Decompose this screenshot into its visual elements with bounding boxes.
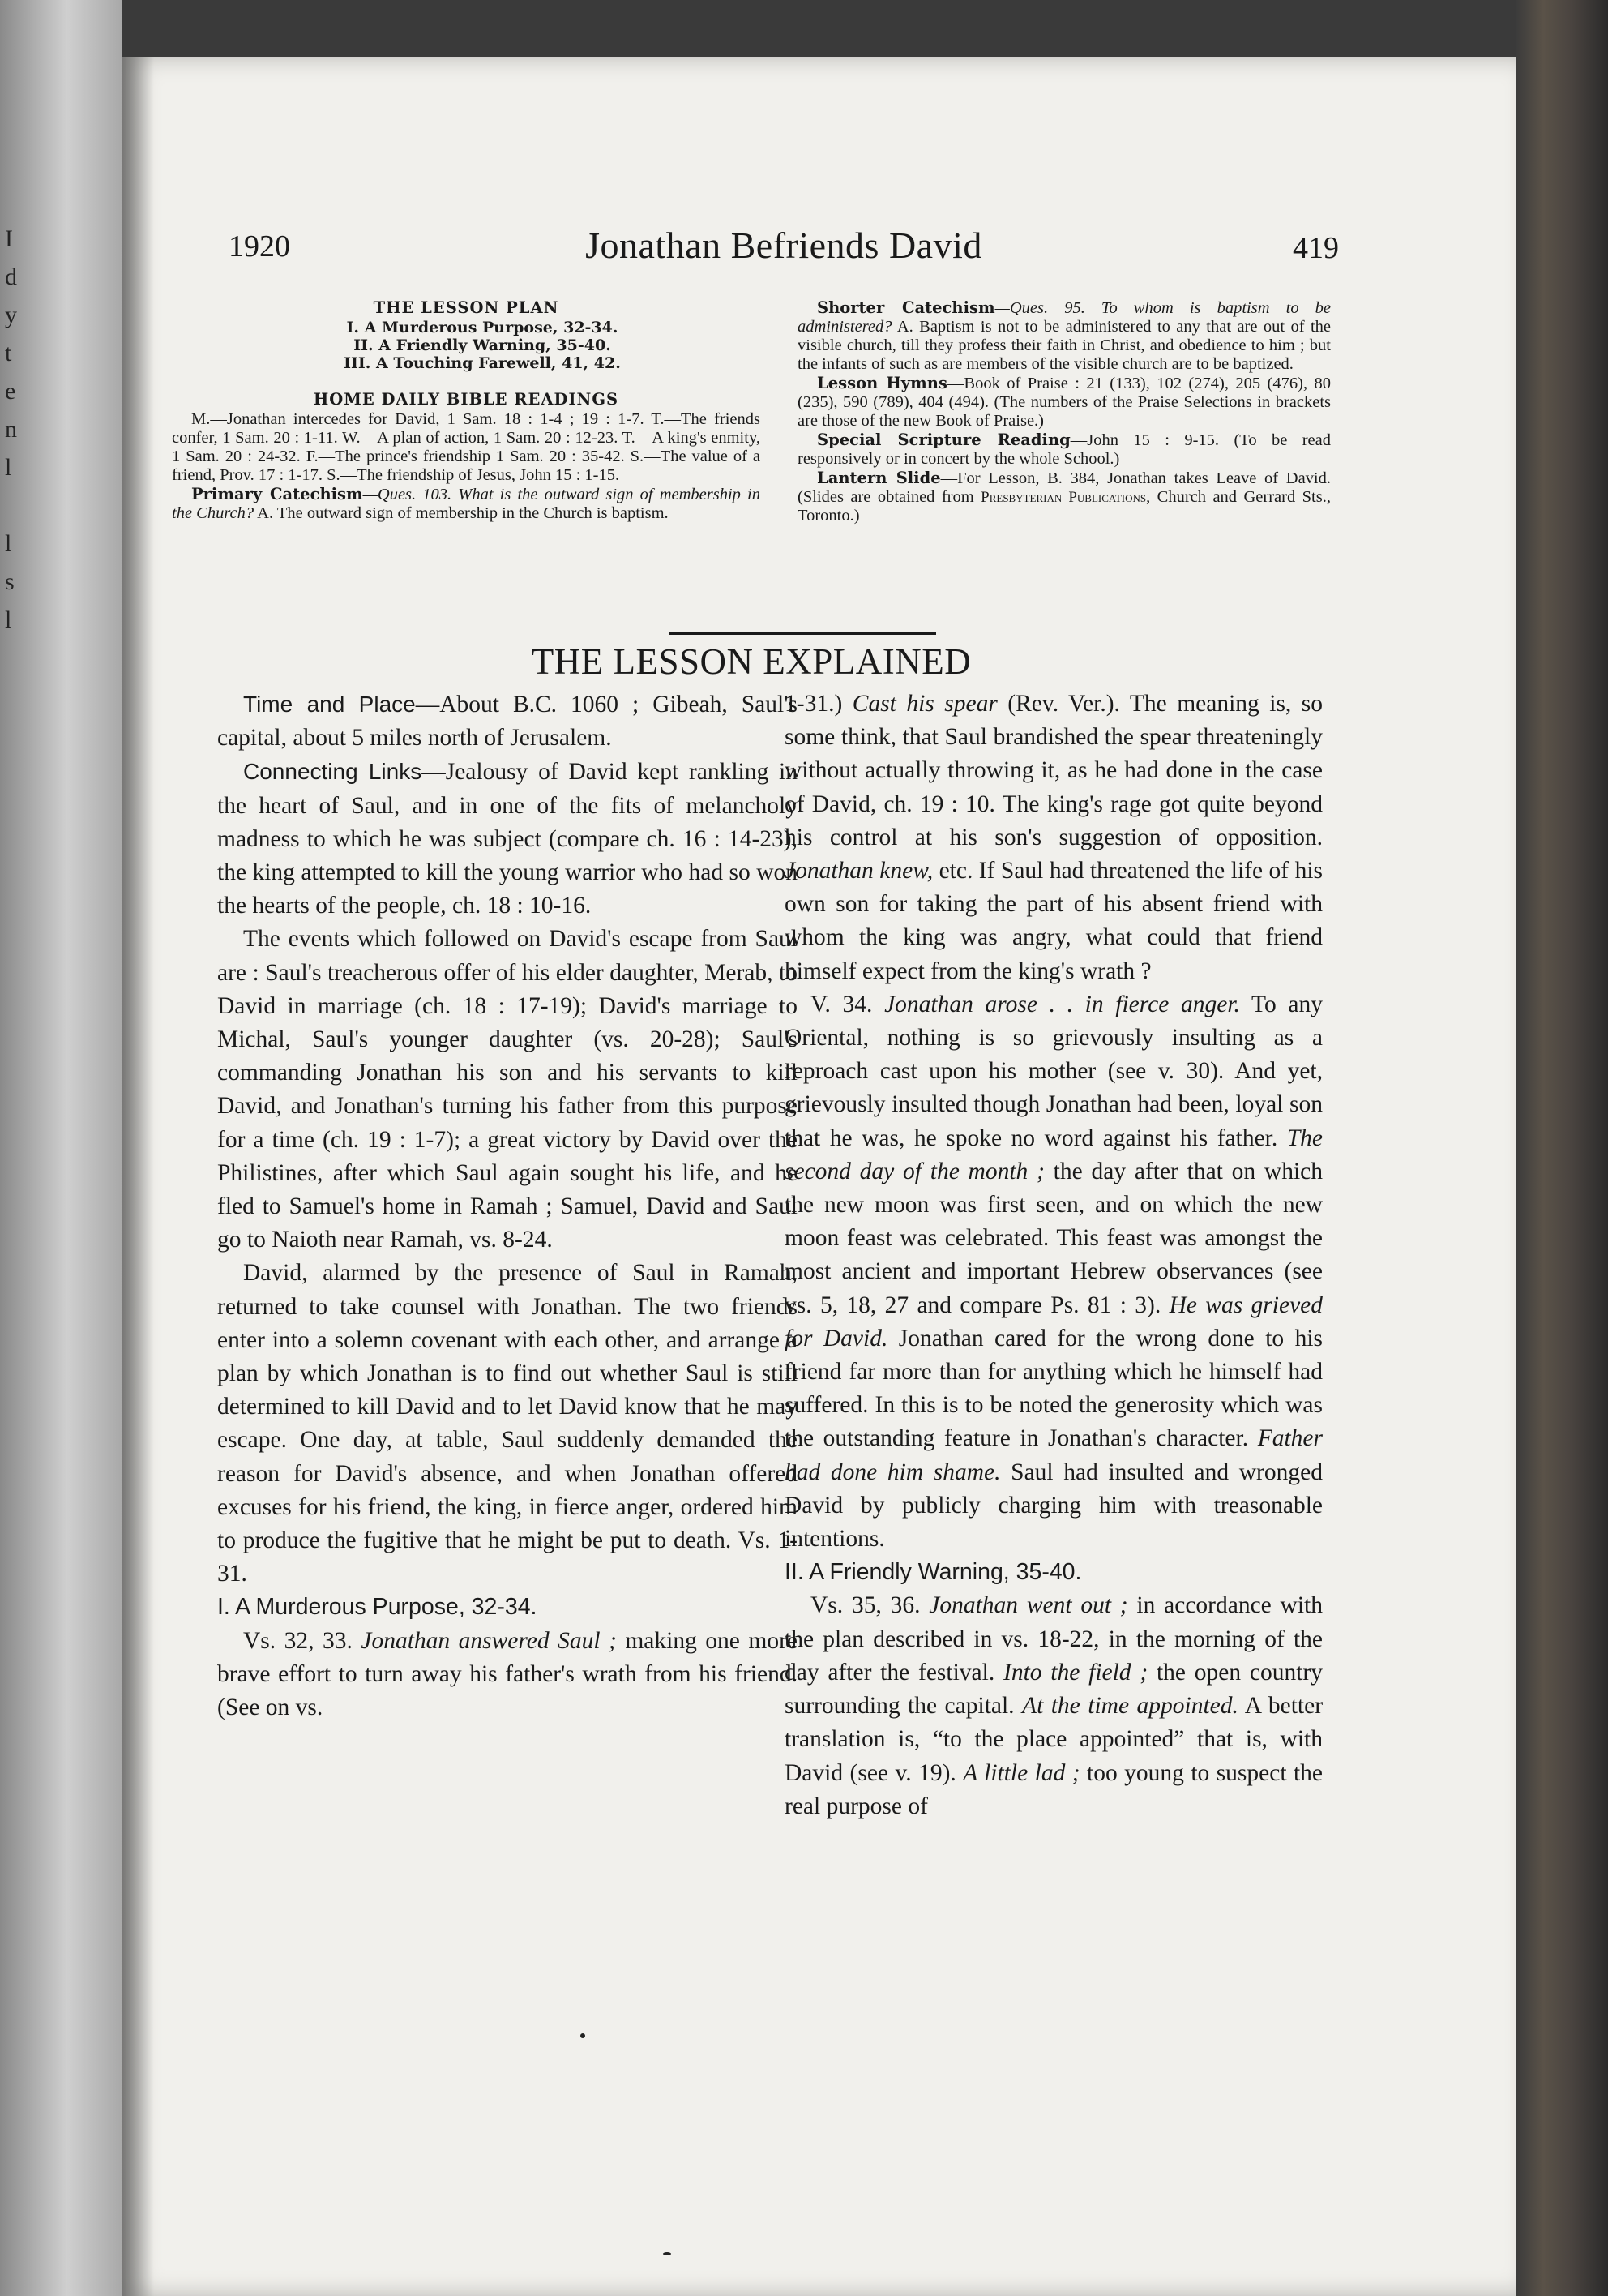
section-divider — [669, 632, 936, 635]
verse-quote: Jonathan went out ; — [929, 1592, 1128, 1619]
special-reading-text: —John 15 : 9-15. (To be read responsively or in concert by the whole School.) — [798, 431, 1331, 468]
home-readings-text: M.—Jonathan intercedes for David, 1 Sam. 18 : 1-4 ; 19 : 1-7. T.—The friends confer, 1 Sam. 20 : 1-11. W.—A plan of action, 1 Sam. 20 : 12-23. T.—A king's enmity, 1 Sam. 20 : 24-32. F.—The prince's friendship 1 Sam. 20 : 35-42. S.—The value of a friend, Prov. 17 : 1-17. S.—The friendship of Jesus, John 15 : 1-15. — [172, 410, 760, 484]
lesson-hymns-label: Lesson Hymns — [817, 374, 947, 392]
connecting-text: —Jealousy of David kept rankling in the heart of Saul, and in one of the fits of melancholy madness to which he was subject (compare ch. 16 : 14-23), the king attempted to kill the young warrior who had so won the hearts of the people, ch. 18 : 10-16. — [217, 759, 798, 919]
primary-catechism-ques: —Ques. 103. — [362, 486, 452, 503]
cont-text: 1-31.) — [785, 691, 843, 717]
lesson-hymns-text: —Book of Praise : 21 (133), 102 (274), 205 (476), 80 (235), 590 (789), 404 (494). (The numbers of the Praise Selections in brackets are those of the new Book of Praise.) — [798, 375, 1331, 430]
subheading-friendly-warning: II. A Friendly Warning, 35-40. — [785, 1559, 1082, 1586]
time-place-text: —About B.C. 1060 ; Gibeah, Saul's capital, about 5 miles north of Jerusalem. — [217, 692, 798, 752]
scan-top-background — [0, 0, 1608, 57]
adjacent-page-letters — [5, 227, 21, 646]
adjacent-page-letter: I — [5, 225, 13, 252]
lantern-slide-label: Lantern Slide — [817, 469, 941, 487]
adjacent-page-letter — [5, 494, 21, 532]
lesson-plan-block — [172, 298, 760, 523]
cont-text: etc. If Saul had threatened the life of his own son for taking the part of his absent friend with whom the king was angry, what could that friend himself expect from the king's wrath ? — [785, 858, 1324, 984]
verse-quote: He was grieved for David. — [785, 1292, 1324, 1351]
shorter-catechism-question: To whom is baptism to be administered? — [798, 299, 1332, 336]
year: 1920 — [229, 229, 290, 263]
adjacent-page-letter: y — [5, 302, 17, 328]
verse-comment: the open country surrounding the capital. — [785, 1659, 1323, 1720]
book-fore-edge — [1516, 0, 1608, 2296]
section-title: THE LESSON EXPLAINED — [531, 641, 972, 682]
verse-ref: V. 34. — [810, 991, 873, 1017]
verse-quote: Jonathan answered Saul ; — [361, 1627, 617, 1654]
ink-speck — [663, 2252, 671, 2255]
verse-quote: Jonathan arose . . in fierce anger. — [884, 991, 1240, 1017]
shorter-catechism-answer: A. Baptism is not to be administered to any that are out of the visible church, till they profess their faith in Christ, and obedience to him ; but the infants of such as are members of the visible church are to be baptized. — [798, 318, 1331, 373]
time-and-place — [217, 688, 798, 755]
verse-quote: Father had done him shame. — [785, 1425, 1323, 1485]
special-reading-label: Special Scripture Reading — [817, 430, 1071, 449]
page-number: 419 — [1293, 231, 1339, 265]
primary-catechism-question: What is the outward sign of membership in the Church? — [172, 486, 760, 522]
lesson-plan-item: III. A Touching Farewell, 41, 42. — [344, 354, 621, 372]
running-head — [229, 217, 1339, 274]
lesson-plan-item: I. A Murderous Purpose, 32-34. — [346, 319, 618, 336]
verse-comment: in accordance with the plan described in vs. 18-22, in the morning of the day after the festival. — [785, 1592, 1323, 1686]
adjacent-page-letter: s — [5, 568, 15, 595]
publisher-name: Presbyterian Publications — [981, 489, 1147, 506]
verse-quote: Into the field ; — [1003, 1659, 1148, 1686]
continued-paragraph — [785, 688, 1323, 988]
verse-quote: A little lad ; — [963, 1759, 1080, 1786]
verse-quote: Cast his spear — [852, 691, 998, 717]
events-paragraph: The events which followed on David's escape from Saul are : Saul's treacherous offer of his elder daughter, Merab, to David in marriage (ch. 18 : 17-19); David's marriage to Michal, Saul's younger daughter (vs. 20-28); Saul's commanding Jonathan his son and his servants to kill David, and Jonathan's turning his father from this purpose for a time (ch. 19 : 1-7); a great victory by David over the Philistines, after which Saul again sought his life, and he fled to Samuel's home in Ramah ; Samuel, David and Saul go to Naioth near Ramah, vs. 8-24. — [217, 926, 798, 1253]
v-34-paragraph — [785, 988, 1323, 1556]
lesson-plan-heading: THE LESSON PLAN — [373, 298, 559, 317]
verse-comment: Jonathan cared for the wrong done to his friend far more than for anything which he himself had suffered. In this is to be noted the generosity which was the outstanding feature in Jonathan's character. — [785, 1325, 1324, 1452]
verse-ref: Vs. 32, 33. — [243, 1627, 353, 1654]
verse-ref: Vs. 35, 36. — [810, 1592, 921, 1619]
lesson-plan-items — [172, 319, 760, 372]
cont-text: (Rev. Ver.). The meaning is, so some think, that Saul brandished the spear threateningly without actually throwing it, as he had done in the case of David, ch. 19 : 10. The king's rage got quite beyond his control at his son's suggestion of opposition. — [785, 691, 1324, 850]
shorter-catechism — [798, 298, 1331, 374]
verse-quote: At the time appointed. — [1022, 1693, 1238, 1720]
connecting-label: Connecting Links — [243, 759, 422, 785]
shorter-catechism-label: Shorter Catechism — [817, 298, 995, 317]
adjacent-page-letter: t — [5, 340, 12, 366]
adjacent-page-letter: l — [5, 530, 12, 557]
catechism-block — [798, 298, 1331, 525]
page-title: Jonathan Befriends David — [585, 225, 982, 266]
shorter-catechism-ques: —Ques. 95. — [994, 299, 1085, 317]
vs-35-36-paragraph — [785, 1589, 1323, 1823]
special-reading — [798, 430, 1331, 469]
verse-quote: Jonathan knew, — [785, 858, 934, 885]
vs-32-33-paragraph — [217, 1625, 798, 1725]
home-readings-heading: HOME DAILY BIBLE READINGS — [313, 390, 619, 409]
right-column — [785, 688, 1323, 1823]
lantern-slide-text-a: —For Lesson, B. 384, Jonathan takes Leave of David. (Slides are obtained from — [798, 469, 1331, 506]
alarmed-paragraph: David, alarmed by the presence of Saul in Ramah, returned to take counsel with Jonathan. The two friends enter into a solemn covenant with each other, and arrange a plan by which Jonathan is to find out whether Saul is still determined to kill David and to let David know that he may escape. One day, at table, Saul suddenly demanded the reason for David's absence, and when Jonathan offered excuses for his friend, the king, in fierce anger, ordered him to produce the fugitive that he might be put to death. Vs. 1-31. — [217, 1260, 798, 1587]
left-column — [217, 688, 798, 1724]
time-place-label: Time and Place — [243, 692, 416, 717]
gutter-shadow — [122, 57, 154, 2296]
verse-quote: The second day of the month ; — [785, 1124, 1324, 1184]
ink-speck — [580, 2033, 585, 2038]
lesson-hymns — [798, 374, 1331, 430]
adjacent-page-letter: n — [5, 416, 17, 443]
primary-catechism-label: Primary Catechism — [191, 485, 363, 503]
lesson-plan-item: II. A Friendly Warning, 35-40. — [353, 336, 611, 354]
lantern-slide — [798, 469, 1331, 525]
verse-comment: To any Oriental, nothing is so grievously insulting as a reproach cast upon his mother (see v. 30). And yet, grievously insulted though Jonathan had been, loyal son that he was, he spoke no word against his father. — [785, 991, 1323, 1151]
verse-comment: the day after that on which the new moon was first seen, and on which the new moon feast was celebrated. This feast was amongst the most ancient and important Hebrew observances (see vs. 5, 18, 27 and compare Ps. 81 : 3). — [785, 1158, 1323, 1318]
verse-comment: making one more brave effort to turn away his father's wrath from his friend. (See on vs. — [217, 1627, 798, 1721]
verse-comment: A better translation is, “to the place appointed” that is, with David (see v. 19). — [785, 1693, 1324, 1786]
adjacent-page-letter: d — [5, 263, 17, 290]
primary-catechism-answer: A. The outward sign of membership in the Church is baptism. — [257, 504, 669, 522]
adjacent-page-letter: l — [5, 454, 12, 481]
lantern-slide-text-b: , Church and Gerrard Sts., Toronto.) — [798, 488, 1331, 525]
adjacent-page-letter: l — [5, 606, 12, 633]
primary-catechism — [172, 485, 760, 523]
subheading-murderous-purpose: I. A Murderous Purpose, 32-34. — [217, 1594, 537, 1621]
connecting-links — [217, 755, 798, 923]
verse-comment: Saul had insulted and wronged David by publicly charging him with treasonable intentions. — [785, 1459, 1323, 1553]
adjacent-page-letter: e — [5, 378, 16, 405]
verse-comment: too young to suspect the real purpose of — [785, 1759, 1324, 1819]
